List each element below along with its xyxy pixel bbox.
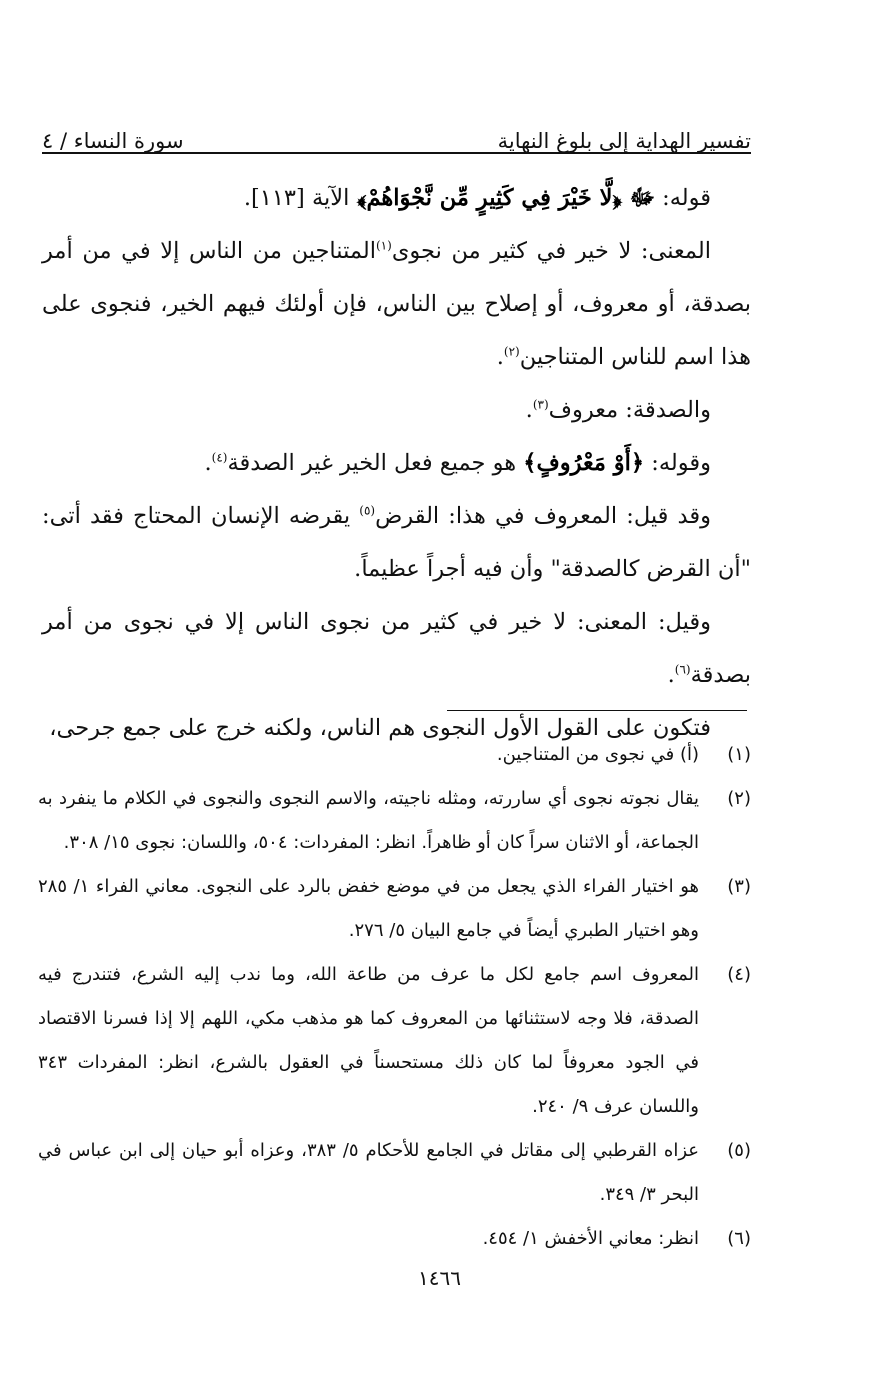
footnote-text: يقال نجوته نجوى أي ساررته، ومثله ناجيته، والاسم النجوى والنجوى في الكلام ما ينفرد به الجماعة، أو الاثنان سراً كان أو ظاهراً. انظر: المفردات: ٥٠٤، واللسان: نجوى ١٥/ ٣٠٨. [38,788,699,853]
honorific: ﷻ [629,185,655,211]
quran-verse: ﴿أَوْ مَعْرُوفٍ﴾ [523,450,645,476]
footnote-number: (٣) [727,876,751,897]
paragraph-sadaqa: والصدقة: معروف$^{(٣)}$. [525,397,711,423]
footnote-item [38,1129,751,1217]
footnote-item [38,953,751,1129]
footnote-text: انظر: معاني الأخفش ١/ ٤٥٤. [482,1228,699,1249]
footnote-ref-4[interactable]: (٤) [211,450,228,465]
footnote-number: (٥) [727,1140,751,1161]
footnotes [38,733,751,1261]
footnote-item [38,777,751,865]
main-text [42,172,751,755]
footnote-ref-1[interactable]: (١) [375,238,392,253]
footnote-item [38,733,751,777]
footnote-text: (أ) في نجوى من المتناجين. [496,744,699,765]
page-number: ١٤٦٦ [418,1266,461,1290]
footnote-number: (٢) [727,788,751,809]
running-header [42,113,751,153]
footnote-text: المعروف اسم جامع لكل ما عرف من طاعة الله، وما ندب إليه الشرع، فتندرج فيه الصدقة، فلا وجه لاستثنائها من المعروف كما هو مذهب مكي، اللهم إلا إذا فسرنا الاقتصاد في الجود معروفاً لما كان ذلك مستحسناً في العقول بالشرع، انظر: المفردات ٣٤٣ واللسان عرف ٩/ ٢٤٠. [38,964,699,1117]
paragraph-conclusion: فتكون على القول الأول النجوى هم الناس، ولكنه خرج على جمع جرحى، [49,715,711,741]
paragraph-verse-113: قوله: ﷻ ﴿لَّا خَيْرَ فِي كَثِيرٍ مِّن نَّجْوَاهُمْ﴾ الآية [١١٣]. [243,185,711,211]
footnote-ref-2[interactable]: (٢) [503,344,520,359]
footnote-ref-3[interactable]: (٣) [532,397,549,412]
header-divider [42,152,751,154]
footnote-number: (١) [727,744,751,765]
paragraph-alt-meaning: وقيل: المعنى: لا خير في كثير من نجوى الناس إلا في نجوى من أمر بصدقة$^{(٦)}$. [42,609,751,688]
surah-label: سورة النساء / ٤ [42,129,184,153]
footnote-ref-6[interactable]: (٦) [674,662,691,677]
paragraph-meaning: المعنى: لا خير في كثير من نجوى$^{(١)}$المتناجين من الناس إلا في من أمر بصدقة، أو معروف، أو إصلاح بين الناس، فإن أولئك فيهم الخير، فنجوى على هذا اسم للناس المتناجين$^{(٢)}$. [42,238,751,370]
footnote-divider [447,710,747,711]
quran-verse: ﴿لَّا خَيْرَ فِي كَثِيرٍ مِّن نَّجْوَاهُمْ﴾ [349,185,630,211]
footnote-item [38,865,751,953]
footnote-number: (٤) [727,964,751,985]
footnote-item [38,1217,751,1261]
footnote-text: عزاه القرطبي إلى مقاتل في الجامع للأحكام ٥/ ٣٨٣، وعزاه أبو حيان إلى ابن عباس في البحر ٣/ ٣٤٩. [38,1140,699,1205]
footnote-text: هو اختيار الفراء الذي يجعل من في موضع خفض بالرد على النجوى. معاني الفراء ١/ ٢٨٥ وهو اختيار الطبري أيضاً في جامع البيان ٥/ ٢٧٦. [38,876,700,941]
paragraph-maruf: وقوله: ﴿أَوْ مَعْرُوفٍ﴾ هو جميع فعل الخير غير الصدقة$^{(٤)}$. [204,450,711,476]
footnote-number: (٦) [727,1228,751,1249]
footnote-ref-5[interactable]: (٥) [359,503,376,518]
paragraph-qard: وقد قيل: المعروف في هذا: القرض$^{(٥)}$ يقرضه الإنسان المحتاج فقد أتى: "أن القرض كالصدقة" وأن فيه أجراً عظيماً. [42,503,751,582]
book-title: تفسير الهداية إلى بلوغ النهاية [497,129,751,153]
